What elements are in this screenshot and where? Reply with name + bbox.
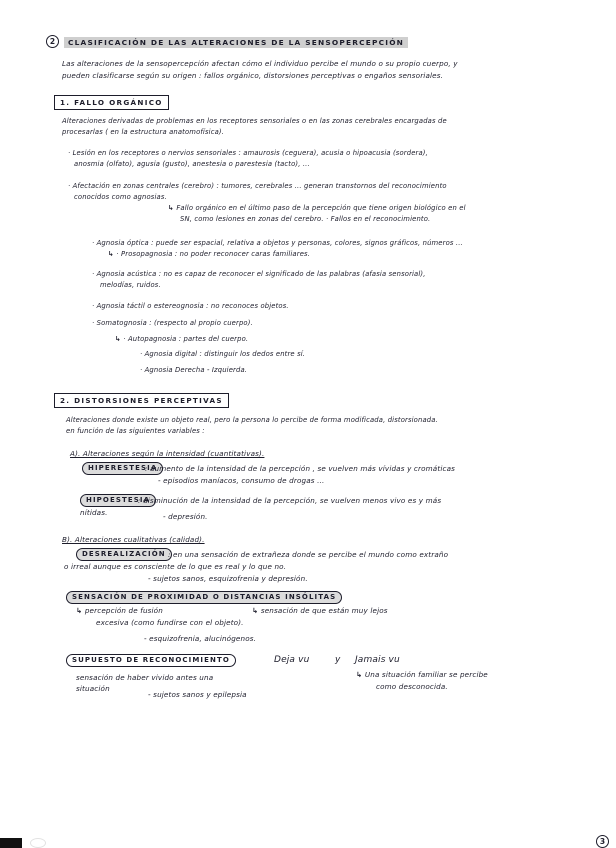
hiper-line-1: - episodios maníacos, consumo de drogas ... bbox=[158, 476, 325, 485]
s1-line-4: · Afectación en zonas centrales (cerebro) : tumores, cerebrales ... generan transtornos del reconocimiento bbox=[68, 182, 447, 190]
s1-line-7: SN, como lesiones en zonas del cerebro. · Fallos en el reconocimiento. bbox=[180, 215, 431, 223]
supuesto-line-1: situación bbox=[76, 684, 110, 693]
s1-line-6-text: Fallo orgánico en el último paso de la percepción que tiene origen biológico en el bbox=[176, 204, 466, 212]
subsection-a-heading: A). Alteraciones según la intensidad (cuantitativas). bbox=[70, 449, 265, 458]
subsection-b-heading: B). Alteraciones cualitativas (calidad). bbox=[62, 535, 205, 544]
s1-line-12: · Agnosia táctil o estereognosia : no reconoces objetos. bbox=[92, 302, 289, 310]
s1-line-6 bbox=[168, 204, 466, 213]
supuesto-line-2 bbox=[356, 670, 488, 679]
page-edge-mark bbox=[0, 838, 22, 848]
prox-line-1 bbox=[252, 606, 388, 615]
s1-line-16: · Agnosia Derecha - Izquierda. bbox=[140, 366, 248, 374]
prox-line-0-text: percepción de fusión bbox=[84, 606, 163, 615]
hipo-line-0: : disminución de la intensidad de la percepción, se vuelven menos vivo es y más bbox=[138, 496, 442, 505]
supuesto-line-0: sensación de haber vivido antes una bbox=[76, 673, 214, 682]
supuesto-label: SUPUESTO DE RECONOCIMIENTO bbox=[66, 654, 236, 667]
connector-y: y bbox=[335, 655, 341, 665]
prox-line-1-text: sensación de que están muy lejos bbox=[260, 606, 388, 615]
s1-line-0: Alteraciones derivadas de problemas en los receptores sensoriales o en las zonas cerebrales encargadas de bbox=[62, 117, 447, 125]
s1-line-15: · Agnosia digital : distinguir los dedos entre sí. bbox=[140, 350, 306, 358]
s1-line-9 bbox=[108, 250, 310, 259]
supuesto-line-4: - sujetos sanos y epilepsia bbox=[148, 690, 247, 699]
arrow-icon: ↳ bbox=[356, 670, 365, 679]
s1-line-3: anosmia (olfato), agusia (gusto), anestesia o parestesia (tacto), ... bbox=[74, 160, 310, 168]
hipo-line-2: - depresión. bbox=[163, 512, 208, 521]
hiper-line-0: : aumento de la intensidad de la percepción , se vuelven más vívidas y cromáticas bbox=[145, 464, 456, 473]
s2-intro-1: en función de las siguientes variables : bbox=[66, 427, 205, 435]
arrow-icon: ↳ bbox=[76, 606, 85, 615]
s1-line-10: · Agnosia acústica : no es capaz de reconocer el significado de las palabras (afasia sensorial), bbox=[92, 270, 426, 278]
faint-bleed-mark bbox=[30, 838, 46, 848]
s1-line-11: melodías, ruidos. bbox=[100, 281, 161, 289]
s1-line-5: conocidos como agnosias. bbox=[74, 193, 167, 201]
supuesto-line-2-text: Una situación familiar se percibe bbox=[364, 670, 488, 679]
intro-line-1: Las alteraciones de la sensopercepción afectan cómo el individuo percibe el mundo o su propio cuerpo, y bbox=[62, 59, 458, 68]
s2-intro-0: Alteraciones donde existe un objeto real, pero la persona lo percibe de forma modificada, distorsionada. bbox=[66, 416, 438, 424]
desrea-line-2: - sujetos sanos, esquizofrenia y depresión. bbox=[148, 574, 308, 583]
hipo-line-1: nítidas. bbox=[80, 508, 108, 517]
hipoestesia-label: HIPOESTESIA bbox=[80, 494, 156, 507]
page-number: 3 bbox=[596, 835, 609, 848]
page-title bbox=[64, 38, 408, 47]
desrea-line-0: : en una sensación de extrañeza donde se percibe el mundo como extraño bbox=[168, 550, 449, 559]
section2-title: 2. DISTORSIONES PERCEPTIVAS bbox=[54, 393, 229, 408]
supuesto-line-3: como desconocida. bbox=[376, 682, 448, 691]
section-number-badge: 2 bbox=[46, 35, 59, 48]
hiperestesia-label: HIPERESTESIA bbox=[82, 462, 163, 475]
intro-line-2: pueden clasificarse según su origen : fallos orgánico, distorsiones perceptivas o engaños sensoriales. bbox=[62, 71, 444, 80]
section1-title: 1. FALLO ORGÁNICO bbox=[54, 95, 169, 110]
prox-line-3: - esquizofrenia, alucinógenos. bbox=[144, 634, 257, 643]
prox-line-2: excesiva (como fundirse con el objeto). bbox=[96, 618, 244, 627]
jamais-vu: Jamais vu bbox=[355, 655, 400, 665]
desrea-line-1: o irreal aunque es consciente de lo que es real y lo que no. bbox=[64, 562, 287, 571]
arrow-icon: ↳ bbox=[252, 606, 261, 615]
s1-line-14 bbox=[115, 335, 248, 344]
proximidad-label: SENSACIÓN DE PROXIMIDAD O DISTANCIAS INSÓLITAS bbox=[66, 591, 342, 604]
s1-line-13: · Somatognosia : (respecto al propio cuerpo). bbox=[92, 319, 253, 327]
s1-line-14-text: · Autopagnosia : partes del cuerpo. bbox=[123, 335, 249, 343]
s1-line-9-text: · Prosopagnosia : no poder reconocer caras familiares. bbox=[116, 250, 311, 258]
desrealizacion-label: DESREALIZACIÓN bbox=[76, 548, 172, 561]
s1-line-8: · Agnosia óptica : puede ser espacial, relativa a objetos y personas, colores, signos gráficos, números ... bbox=[92, 239, 463, 247]
page-title-text: CLASIFICACIÓN DE LAS ALTERACIONES DE LA SENSOPERCEPCIÓN bbox=[64, 37, 408, 48]
arrow-icon: ↳ bbox=[115, 335, 124, 343]
s1-line-1: procesarlas ( en la estructura anatomofísica). bbox=[62, 128, 225, 136]
deja-vu: Deja vu bbox=[274, 655, 310, 665]
prox-line-0 bbox=[76, 606, 163, 615]
arrow-icon: ↳ bbox=[108, 250, 117, 258]
s1-line-2: · Lesión en los receptores o nervios sensoriales : amaurosis (ceguera), acusia o hipoacusia (sordera), bbox=[68, 149, 428, 157]
arrow-icon: ↳ bbox=[168, 204, 177, 212]
